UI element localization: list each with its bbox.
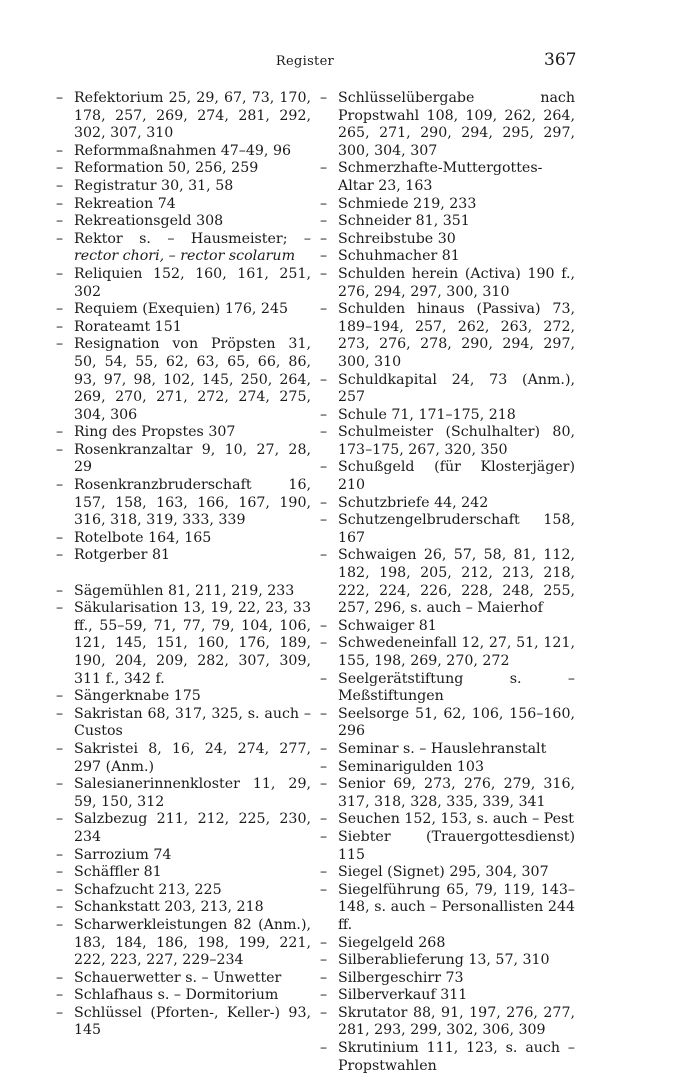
index-entry bbox=[320, 1040, 575, 1075]
entry-text: Rotelbote 164, 165 bbox=[74, 529, 212, 546]
entry-text: Seelsorge 51, 62, 106, 156–160, 296 bbox=[338, 705, 575, 740]
index-entry bbox=[320, 864, 575, 882]
entry-dash: – bbox=[56, 529, 64, 546]
entry-dash: – bbox=[320, 864, 328, 881]
entry-dash: – bbox=[56, 265, 64, 282]
entry-text: Scharwerkleistungen 82 (Anm.), 183, 184, 186, 198, 199, 221, 222, 223, 227, 229–234 bbox=[74, 916, 311, 969]
entry-text: Schmiede 219, 233 bbox=[338, 195, 477, 212]
index-column-left bbox=[56, 90, 311, 1040]
entry-text: Ring des Propstes 307 bbox=[74, 424, 236, 441]
entry-dash: – bbox=[56, 688, 64, 705]
entry-text: Sakristei 8, 16, 24, 274, 277, 297 (Anm.) bbox=[74, 740, 311, 775]
entry-text: Schutzbriefe 44, 242 bbox=[338, 494, 489, 511]
index-entry bbox=[56, 600, 311, 688]
entry-dash: – bbox=[320, 512, 328, 529]
entry-text: Rosenkranzaltar 9, 10, 27, 28, 29 bbox=[74, 441, 311, 476]
index-entry bbox=[56, 811, 311, 846]
entry-text: Schuhmacher 81 bbox=[338, 248, 460, 265]
entry-text: Säkularisation 13, 19, 22, 23, 33 ff., 55–59, 71, 77, 79, 104, 106, 121, 145, 151, 160, 176, 189, 190, 204, 209, 282, 307, 309, 311 f., 342 f. bbox=[74, 600, 311, 687]
entry-dash: – bbox=[56, 881, 64, 898]
index-entry bbox=[56, 970, 311, 988]
entry-dash: – bbox=[320, 1040, 328, 1057]
index-entry bbox=[320, 424, 575, 459]
entry-text: Schutzengelbruderschaft 158, 167 bbox=[338, 512, 575, 546]
entry-dash: – bbox=[320, 195, 328, 212]
entry-text: Registratur 30, 31, 58 bbox=[74, 177, 234, 194]
entry-italic-text: – rector chori, – rector scolarum bbox=[74, 230, 311, 265]
index-entry bbox=[320, 196, 575, 214]
entry-dash: – bbox=[320, 705, 328, 722]
index-entry bbox=[56, 266, 311, 301]
entry-text: Schmerzhafte-Muttergottes-Altar 23, 163 bbox=[338, 160, 543, 194]
index-entry bbox=[320, 266, 575, 301]
index-entry bbox=[56, 301, 311, 319]
entry-text: Silberablieferung 13, 57, 310 bbox=[338, 952, 550, 969]
entry-dash: – bbox=[56, 301, 64, 318]
index-entry bbox=[320, 618, 575, 636]
entry-text: Sakristan 68, 317, 325, s. auch – Custos bbox=[74, 705, 311, 740]
entry-text: Reformmaßnahmen 47–49, 96 bbox=[74, 142, 291, 159]
entry-dash: – bbox=[56, 177, 64, 194]
index-entry bbox=[56, 882, 311, 900]
entry-dash: – bbox=[56, 318, 64, 335]
entry-dash: – bbox=[56, 582, 64, 599]
entry-dash: – bbox=[320, 547, 328, 564]
index-entry bbox=[320, 776, 575, 811]
index-entry bbox=[320, 882, 575, 935]
index-entry bbox=[56, 776, 311, 811]
entry-dash: – bbox=[320, 406, 328, 423]
entry-text: Rekreationsgeld 308 bbox=[74, 213, 224, 230]
entry-dash: – bbox=[320, 230, 328, 247]
entry-dash: – bbox=[320, 301, 328, 318]
entry-dash: – bbox=[320, 265, 328, 282]
entry-dash: – bbox=[56, 899, 64, 916]
entry-text: Schafzucht 213, 225 bbox=[74, 881, 222, 898]
index-entry bbox=[320, 547, 575, 617]
index-entry bbox=[56, 336, 311, 424]
entry-text: Schauerwetter s. – Unwetter bbox=[74, 969, 282, 986]
entry-dash: – bbox=[56, 776, 64, 793]
index-entry bbox=[320, 459, 575, 494]
entry-dash: – bbox=[320, 424, 328, 441]
index-entry bbox=[56, 231, 311, 266]
entry-dash: – bbox=[56, 987, 64, 1004]
index-entry bbox=[320, 301, 575, 371]
page-number: 367 bbox=[544, 50, 577, 70]
index-entry bbox=[56, 90, 311, 143]
index-entry bbox=[320, 935, 575, 953]
entry-text: Requiem (Exequien) 176, 245 bbox=[74, 301, 288, 318]
index-entry bbox=[56, 706, 311, 741]
entry-text: Senior 69, 273, 276, 279, 316, 317, 318, 328, 335, 339, 341 bbox=[338, 776, 575, 810]
index-entry bbox=[56, 847, 311, 865]
entry-text: Seelgerätstiftung s. – Meßstiftungen bbox=[338, 670, 575, 705]
entry-text: Reliquien 152, 160, 161, 251, 302 bbox=[74, 265, 311, 300]
entry-text: Skrutator 88, 91, 197, 276, 277, 281, 293, 299, 302, 306, 309 bbox=[338, 1004, 575, 1039]
entry-dash: – bbox=[56, 1004, 64, 1021]
entry-dash: – bbox=[56, 740, 64, 757]
entry-dash: – bbox=[56, 230, 64, 247]
entry-dash: – bbox=[320, 635, 328, 652]
entry-text: Schußgeld (für Klosterjäger) 210 bbox=[338, 459, 575, 494]
entry-dash: – bbox=[56, 424, 64, 441]
entry-dash: – bbox=[320, 459, 328, 476]
entry-text: Sägemühlen 81, 211, 219, 233 bbox=[74, 582, 295, 599]
entry-text: Skrutinium 111, 123, s. auch – Propstwahlen bbox=[338, 1040, 575, 1074]
index-entry bbox=[320, 987, 575, 1005]
index-entry bbox=[320, 1005, 575, 1040]
entry-dash: – bbox=[56, 441, 64, 458]
entry-text: Schuldkapital 24, 73 (Anm.), 257 bbox=[338, 371, 575, 406]
entry-text: Seminarigulden 103 bbox=[338, 758, 484, 775]
entry-text: Schulden hinaus (Passiva) 73, 189–194, 257, 262, 263, 272, 273, 276, 278, 290, 294, 297, 300, 310 bbox=[338, 301, 575, 370]
entry-dash: – bbox=[320, 160, 328, 177]
entry-text: Siebter (Trauergottesdienst) 115 bbox=[338, 828, 575, 863]
entry-text: Schwaigen 26, 57, 58, 81, 112, 182, 198, 205, 212, 213, 218, 222, 224, 226, 228, 248, 255, 257, 296, s. auch – Maierhof bbox=[338, 547, 575, 617]
index-entry bbox=[56, 530, 311, 548]
entry-text: Refektorium 25, 29, 67, 73, 170, 178, 257, 269, 274, 281, 292, 302, 307, 310 bbox=[74, 90, 311, 142]
entry-dash: – bbox=[56, 811, 64, 828]
entry-dash: – bbox=[320, 969, 328, 986]
index-entry bbox=[56, 583, 311, 601]
entry-text: Schulmeister (Schulhalter) 80, 173–175, 267, 320, 350 bbox=[338, 424, 575, 458]
index-entry bbox=[320, 671, 575, 706]
index-entry bbox=[56, 688, 311, 706]
running-title: Register bbox=[275, 54, 335, 69]
index-entry bbox=[56, 160, 311, 178]
entry-dash: – bbox=[56, 142, 64, 159]
entry-text: Rosenkranzbruderschaft 16, 157, 158, 163, 166, 167, 190, 316, 318, 319, 333, 339 bbox=[74, 477, 311, 529]
entry-text: Schlafhaus s. – Dormitorium bbox=[74, 987, 279, 1004]
index-entry bbox=[56, 899, 311, 917]
index-entry bbox=[56, 178, 311, 196]
index-entry bbox=[56, 196, 311, 214]
entry-text: Siegelführung 65, 79, 119, 143–148, s. auch – Personallisten 244 ff. bbox=[338, 881, 575, 933]
entry-text: Rekreation 74 bbox=[74, 195, 176, 212]
entry-text: Schlüsselübergabe nach Propstwahl 108, 109, 262, 264, 265, 271, 290, 294, 295, 297, 300, 304, 307 bbox=[338, 90, 575, 159]
index-entry bbox=[320, 741, 575, 759]
index-entry bbox=[320, 706, 575, 741]
index-entry bbox=[56, 477, 311, 530]
entry-dash: – bbox=[56, 600, 64, 617]
entry-text: Schneider 81, 351 bbox=[338, 213, 470, 230]
entry-text: Silbergeschirr 73 bbox=[338, 969, 464, 986]
entry-dash: – bbox=[320, 371, 328, 388]
index-entry bbox=[56, 547, 311, 565]
index-entry bbox=[56, 143, 311, 161]
entry-text: Rotgerber 81 bbox=[74, 547, 171, 564]
entry-text: Silberverkauf 311 bbox=[338, 987, 468, 1004]
entry-dash: – bbox=[56, 160, 64, 177]
entry-dash: – bbox=[56, 195, 64, 212]
entry-text: Salesianerinnenkloster 11, 29, 59, 150, 312 bbox=[74, 776, 311, 810]
entry-dash: – bbox=[320, 670, 328, 687]
entry-text: Seuchen 152, 153, s. auch – Pest bbox=[338, 811, 574, 828]
entry-text: Resignation von Pröpsten 31, 50, 54, 55, 62, 63, 65, 66, 86, 93, 97, 98, 102, 145, 250, 264, 269, 270, 271, 272, 274, 275, 304, 306 bbox=[74, 336, 311, 423]
index-entry bbox=[320, 635, 575, 670]
index-entry bbox=[320, 372, 575, 407]
index-column-right bbox=[320, 90, 575, 1075]
entry-dash: – bbox=[56, 90, 64, 106]
index-entry bbox=[56, 213, 311, 231]
index-entry bbox=[320, 759, 575, 777]
entry-dash: – bbox=[320, 494, 328, 511]
entry-text: Schule 71, 171–175, 218 bbox=[338, 406, 516, 423]
index-entry bbox=[56, 442, 311, 477]
entry-dash: – bbox=[320, 213, 328, 230]
entry-text: Siegel (Signet) 295, 304, 307 bbox=[338, 864, 549, 881]
index-entry bbox=[320, 231, 575, 249]
entry-dash: – bbox=[56, 213, 64, 230]
entry-dash: – bbox=[56, 916, 64, 933]
index-entry bbox=[320, 970, 575, 988]
index-entry bbox=[56, 741, 311, 776]
index-entry bbox=[56, 864, 311, 882]
index-entry bbox=[320, 160, 575, 195]
entry-text: Schäffler 81 bbox=[74, 864, 162, 881]
entry-dash: – bbox=[56, 969, 64, 986]
entry-text: Siegelgeld 268 bbox=[338, 934, 446, 951]
index-entry bbox=[320, 829, 575, 864]
entry-dash: – bbox=[320, 987, 328, 1004]
entry-dash: – bbox=[320, 952, 328, 969]
entry-text: Schwaiger 81 bbox=[338, 617, 437, 634]
entry-text: Sarrozium 74 bbox=[74, 846, 172, 863]
entry-dash: – bbox=[56, 705, 64, 722]
entry-dash: – bbox=[56, 547, 64, 564]
entry-text: Salzbezug 211, 212, 225, 230, 234 bbox=[74, 811, 311, 845]
index-entry bbox=[56, 319, 311, 337]
entry-text: Schlüssel (Pforten-, Keller-) 93, 145 bbox=[74, 1004, 311, 1039]
index-entry bbox=[56, 987, 311, 1005]
entry-text: Rorateamt 151 bbox=[74, 318, 182, 335]
entry-text: Schankstatt 203, 213, 218 bbox=[74, 899, 264, 916]
entry-text: Reformation 50, 256, 259 bbox=[74, 160, 259, 177]
entry-dash: – bbox=[320, 934, 328, 951]
entry-dash: – bbox=[320, 740, 328, 757]
page-header bbox=[0, 48, 700, 76]
entry-dash: – bbox=[56, 864, 64, 881]
entry-text: Rektor s. – Hausmeister; bbox=[74, 230, 304, 247]
entry-dash: – bbox=[56, 336, 64, 353]
index-entry bbox=[320, 213, 575, 231]
entry-dash: – bbox=[320, 776, 328, 793]
index-entry bbox=[320, 512, 575, 547]
index-entry bbox=[56, 1005, 311, 1040]
entry-dash: – bbox=[320, 811, 328, 828]
index-entry bbox=[320, 811, 575, 829]
index-entry bbox=[320, 90, 575, 160]
entry-dash: – bbox=[56, 846, 64, 863]
index-entry bbox=[320, 952, 575, 970]
entry-dash: – bbox=[320, 828, 328, 845]
entry-text: Schulden herein (Activa) 190 f., 276, 294, 297, 300, 310 bbox=[338, 265, 575, 300]
index-entry bbox=[320, 407, 575, 425]
entry-dash: – bbox=[56, 477, 64, 494]
index-entry bbox=[320, 248, 575, 266]
entry-text: Sängerknabe 175 bbox=[74, 688, 201, 705]
entry-text: Seminar s. – Hauslehranstalt bbox=[338, 740, 547, 757]
entry-text: Schwedeneinfall 12, 27, 51, 121, 155, 198, 269, 270, 272 bbox=[338, 635, 575, 669]
entry-dash: – bbox=[320, 1004, 328, 1021]
index-entry bbox=[320, 495, 575, 513]
entry-text: Schreibstube 30 bbox=[338, 230, 456, 247]
entry-dash: – bbox=[320, 90, 328, 106]
entry-dash: – bbox=[320, 758, 328, 775]
entry-dash: – bbox=[320, 881, 328, 898]
entry-dash: – bbox=[320, 248, 328, 265]
index-entry bbox=[56, 917, 311, 970]
entry-dash: – bbox=[320, 617, 328, 634]
index-entry bbox=[56, 424, 311, 442]
